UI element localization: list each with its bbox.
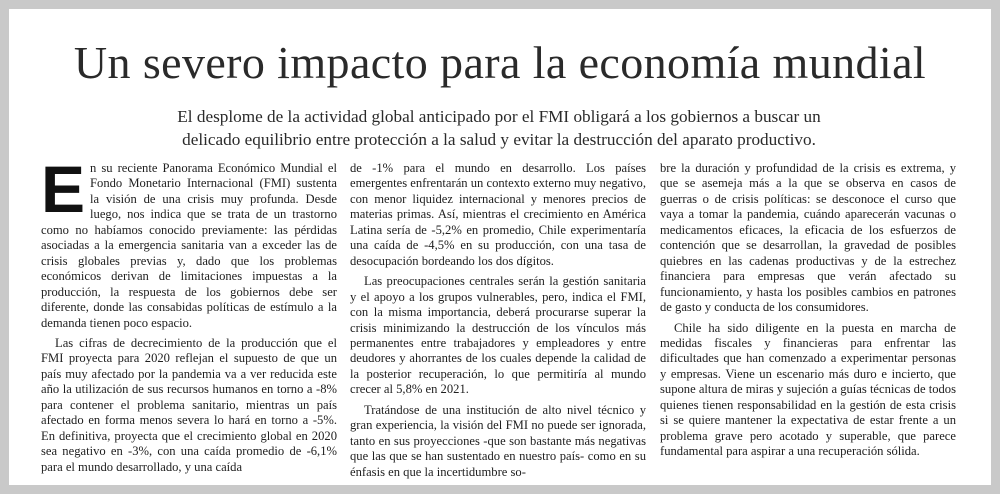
column-1 xyxy=(41,152,337,480)
column-3 xyxy=(660,161,956,465)
paragraph: Chile ha sido diligente en la puesta en marcha de medidas fiscales y financieras para enfrentar las dificultades que han comenzado a experimentar personas y empresas. Viene un escenario más duro e incierto, que supone altura de miras y sujeción a guías técnicas de todos quienes tienen responsabilidad en la gestión de esta crisis si se quiere mantener la expectativa de estar frente a un problema grave pero acotado y superable, que parece fundamental para aspirar a una recuperación sólida. xyxy=(660,320,956,459)
paragraph: n su reciente Panorama Económico Mundial el Fondo Monetario Internacional (FMI) sustenta la visión de una crisis muy profunda. Desde luego, nos indica que se trata de un trastorno como no habíamos conocido previamente: las pérdidas asociadas a la emergencia sanitaria van a exceder las de crisis globales previas y, dado que los problemas económicos derivan de limitaciones impuestas a la producción, la respuesta de los gobiernos debe ser diferente, donde las consabidas políticas de estímulo a la demanda tienen poco espacio. xyxy=(41,161,337,330)
newspaper-clipping xyxy=(9,9,991,485)
headline: Un severo impacto para la economía mundial xyxy=(73,37,927,88)
paragraph: Las cifras de decrecimiento de la producción que el FMI proyecta para 2020 reflejan el supuesto de que un país muy afectado por la pandemia va a ver reducida este año la utilización de sus recursos humanos en torno a -8% para contener el problema sanitario, mientras un país afectado en forma menos severa lo hará en torno a -5%. En definitiva, proyecta que el crecimiento global en 2020 sea negativo en -3%, con una caída promedio de -6,1% para el mundo desarrollado, y una caída xyxy=(41,335,337,474)
paragraph: de -1% para el mundo en desarrollo. Los países emergentes enfrentarán un contexto externo muy negativo, con menor liquidez internacional y menores precios de materias primas. Así, mientras el crecimiento en América Latina sería de -5,2% en promedio, Chile experimentaría una caída de -4,5% en su producción, con una tasa de desocupación bordeando los dos dígitos. xyxy=(350,161,646,268)
paragraph: Las preocupaciones centrales serán la gestión sanitaria y el apoyo a los grupos vulnerables, pero, indica el FMI, con la misma importancia, deberá procurarse superar la crisis minimizando la destrucción de los vínculos más permanentes entre trabajadores y empleadores y entre deudores y ahorrantes de los cuales depende la calidad de la posterior recuperación, lo que permitiría al mundo crecer al 5,8% en 2021. xyxy=(350,274,646,397)
column-2 xyxy=(350,161,646,485)
paragraph: Tratándose de una institución de alto nivel técnico y gran experiencia, la visión del FMI no puede ser ignorada, tanto en sus proyecciones -que son bastante más negativas que las que se han sustentado en nuestro país- como en su énfasis en que la incertidumbre so- xyxy=(350,402,646,479)
drop-cap: E xyxy=(41,152,86,226)
deck-subtitle: El desplome de la actividad global anticipado por el FMI obligará a los gobiernos a buscar un delicado equilibrio entre protección a la salud y evitar la destrucción del aparato productivo. xyxy=(177,107,821,149)
paragraph: bre la duración y profundidad de la crisis es extrema, y que se asemeja más a la que se observa en casos de guerras o de crisis políticas: se desconoce el curso que vaya a tomar la pandemia, cuándo aparecerán vacunas o medicamentos eficaces, la eficacia de los esfuerzos de contención que se desarrollan, la gravedad de posibles quiebres en las cadenas productivas y de la estrechez financiera para empresas que verán afectado su funcionamiento, y hasta los posibles cambios en patrones de gasto y conducta de los consumidores. xyxy=(660,161,956,315)
